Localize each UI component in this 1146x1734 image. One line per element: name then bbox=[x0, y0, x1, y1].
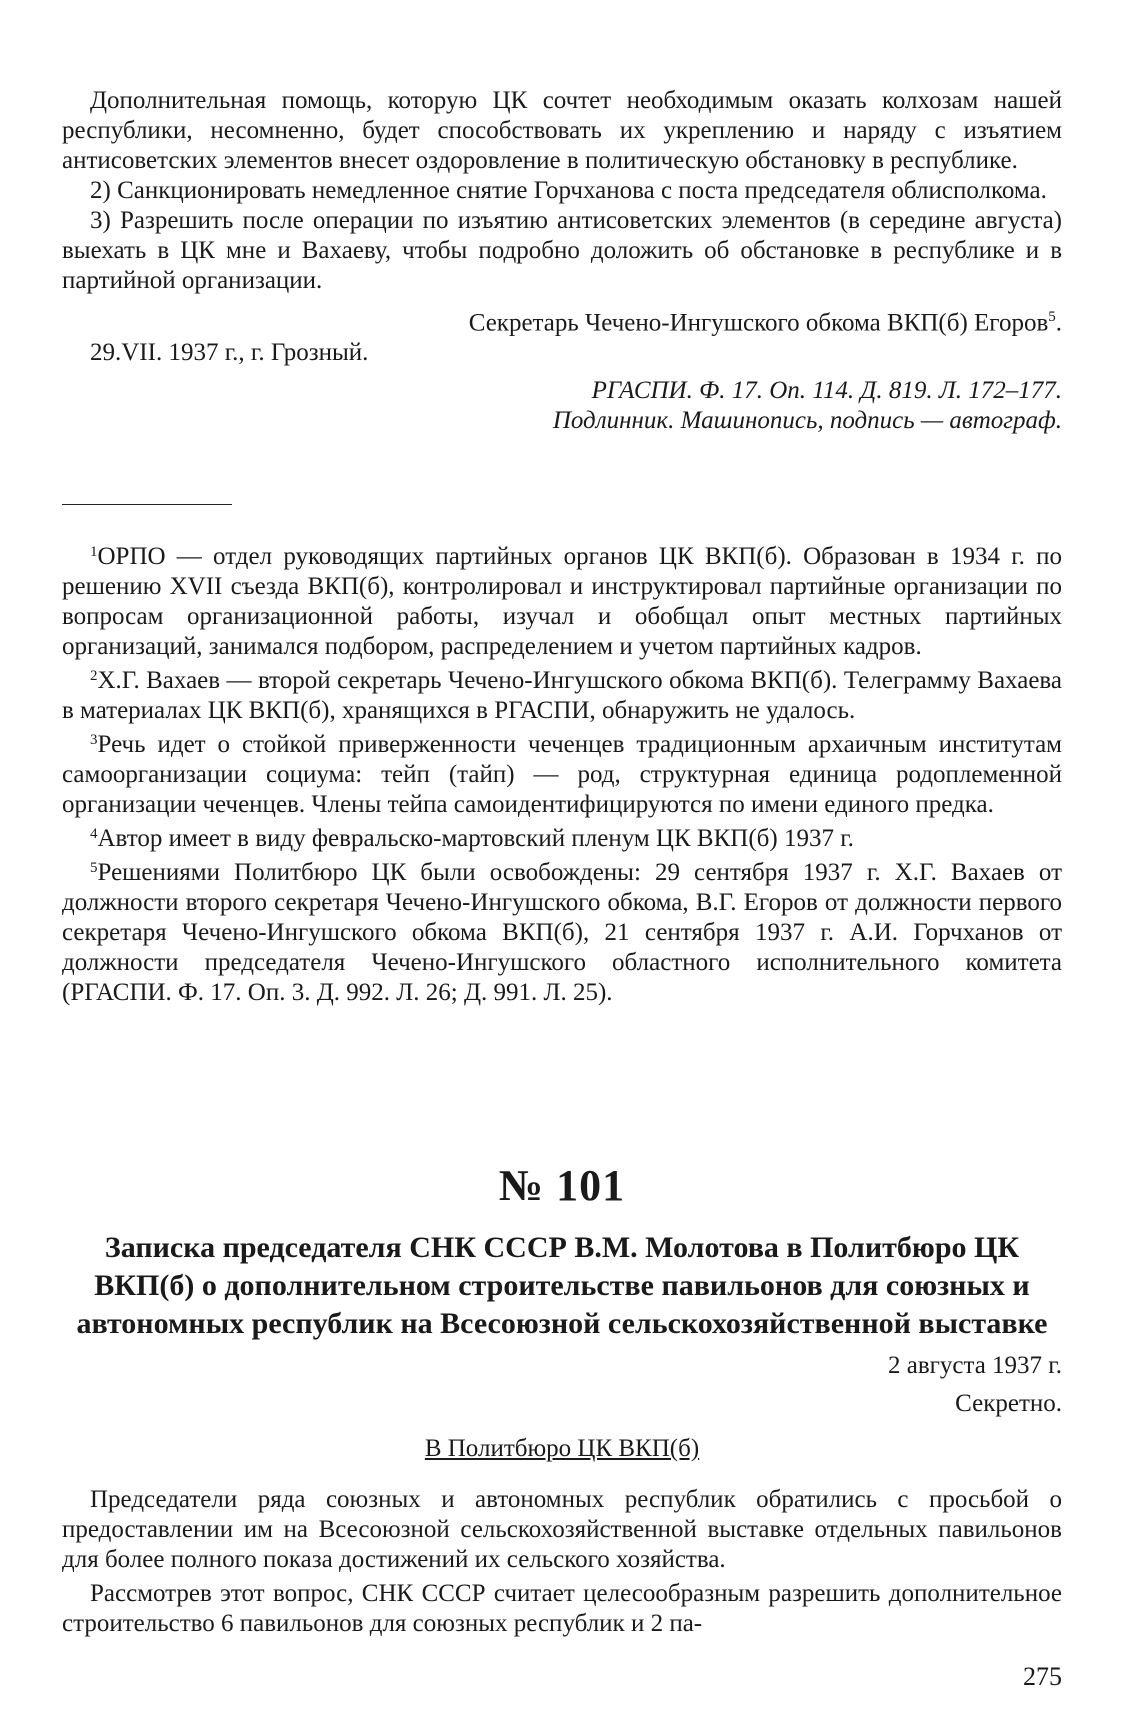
footnote-text: Х.Г. Вахаев — второй секретарь Чечено-Ингушского обкома ВКП(б). Телеграмму Вахаева в материалах ЦК ВКП(б), хранящихся в РГАСПИ, обнаружить не удалось. bbox=[62, 667, 1062, 724]
footnote-divider bbox=[62, 504, 232, 505]
footnote-ref: 5 bbox=[1048, 309, 1056, 325]
addressee-text: В Политбюро ЦК ВКП(б) bbox=[424, 1435, 700, 1462]
archive-reference: РГАСПИ. Ф. 17. Оп. 114. Д. 819. Л. 172–177. bbox=[591, 377, 1062, 405]
footnote bbox=[62, 542, 1062, 662]
footnote bbox=[62, 858, 1062, 1008]
footnote-text: Автор имеет в виду февральско-мартовский пленум ЦК ВКП(б) 1937 г. bbox=[97, 825, 854, 852]
footnote-number: 5 bbox=[90, 860, 98, 876]
footnote-number: 1 bbox=[90, 544, 98, 560]
document-paragraph: Рассмотрев этот вопрос, СНК СССР считает целесообразным разрешить дополнительное строительство 6 павильонов для союзных республик и 2 па- bbox=[62, 1580, 1062, 1637]
footnote bbox=[62, 666, 1062, 726]
signature-text: Секретарь Чечено-Ингушского обкома ВКП(б) Егоров bbox=[468, 309, 1049, 337]
footnotes bbox=[62, 542, 1062, 1012]
document-101 bbox=[62, 1160, 1062, 1639]
footnote bbox=[62, 824, 1062, 854]
footnote-number: 4 bbox=[90, 826, 98, 842]
footnote-number: 3 bbox=[90, 732, 98, 748]
footnote-number: 2 bbox=[90, 668, 98, 684]
signature-end: . bbox=[1055, 309, 1062, 337]
continuation-paragraph: Дополнительная помощь, которую ЦК сочтет необходимым оказать колхозам нашей республики, несомненно, будет способствовать их укреплению и наряду с изъятием антисоветских элементов внесет оздоровление в политическую обстановку в республике. bbox=[62, 87, 1062, 174]
footnote bbox=[62, 730, 1062, 820]
continuation-paragraph: 2) Санкционировать немедленное снятие Горчханова с поста председателя облисполкома. bbox=[90, 177, 1047, 204]
page-number: 275 bbox=[1023, 1662, 1062, 1691]
signature-line bbox=[62, 302, 1062, 338]
footnote-text: Речь идет о стойкой приверженности чеченцев традиционным архаичным институтам самоорганизации социума: тейп (тайп) — род, структурная единица родоплеменной организации чеченцев. Члены тейпа самоидентифицируются по имени единого предка. bbox=[62, 731, 1062, 818]
document-paragraph: Председатели ряда союзных и автономных республик обратились с просьбой о предоставлении им на Всесоюзной сельскохозяйственной выставке отдельных павильонов для более полного показа достижений их сельского хозяйства. bbox=[62, 1486, 1062, 1573]
date-place: 29.VII. 1937 г., г. Грозный. bbox=[90, 339, 369, 367]
document-title: Записка председателя СНК СССР В.М. Молотова в Политбюро ЦК ВКП(б) о дополнительном строительстве павильонов для союзных и автономных республик на Всесоюзной сельскохозяйственной выставке bbox=[76, 1231, 1048, 1340]
document-addressee bbox=[62, 1435, 1062, 1463]
footnote-text: ОРПО — отдел руководящих партийных органов ЦК ВКП(б). Образован в 1934 г. по решению XVII съезда ВКП(б), контролировал и инструктировал партийные организации по вопросам организационной работы, изучал и обобщал опыт местных партийных организаций, занимался подбором, распределением и учетом партийных кадров. bbox=[62, 543, 1062, 660]
document-date: 2 августа 1937 г. bbox=[887, 1352, 1062, 1379]
document-classification: Секретно. bbox=[955, 1390, 1062, 1417]
letter-continuation bbox=[62, 86, 1062, 436]
archive-note: Подлинник. Машинопись, подпись — автограф. bbox=[552, 407, 1062, 435]
footnote-text: Решениями Политбюро ЦК были освобождены: 29 сентября 1937 г. Х.Г. Вахаев от должности второго секретаря Чечено-Ингушского обкома, В.Г. Егоров от должности первого секретаря Чечено-Ингушского обкома ВКП(б), 21 сентября 1937 г. А.И. Горчханов от должности председателя Чечено-Ингушского областного исполнительного комитета (РГАСПИ. Ф. 17. Оп. 3. Д. 992. Л. 26; Д. 991. Л. 25). bbox=[62, 859, 1062, 1006]
document-number: № 101 bbox=[498, 1161, 626, 1210]
continuation-paragraph: 3) Разрешить после операции по изъятию антисоветских элементов (в середине августа) выехать в ЦК мне и Вахаеву, чтобы подробно доложить об обстановке в республике и в партийной организации. bbox=[62, 207, 1062, 294]
